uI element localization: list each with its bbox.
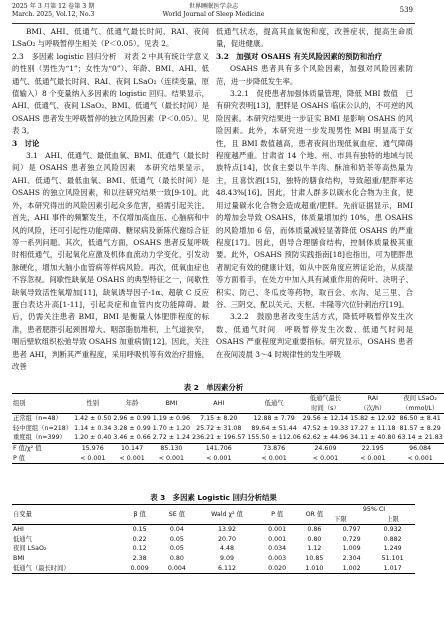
table3-cell: 0.05: [169, 535, 184, 543]
table2-cell: < 0.001: [191, 454, 246, 464]
table2-cell: < 0.001: [246, 454, 301, 464]
table2-cell: 24.609: [314, 444, 337, 452]
table-row: [12, 443, 444, 453]
table-row: [12, 564, 415, 574]
running-header: [0, 3, 427, 21]
journal-name: [0, 3, 427, 19]
table2-cell: 62.62 ± 44.96: [302, 434, 349, 442]
issue-info-cn: 2025 年 3 月第 12 卷第 3 期: [12, 3, 95, 10]
table2-cell: 正常组（n=48）: [13, 415, 62, 423]
table2-cell: 15.976: [81, 444, 104, 452]
journal-name-cn: 世界睡眠医学杂志: [188, 3, 239, 10]
table2-caption: 表 2 单因素分析: [183, 383, 244, 392]
paragraph: 3 讨论: [12, 138, 40, 148]
table2-cell: 17.27 ± 11.18: [350, 424, 396, 432]
table2-cell: 2.96 ± 0.99: [113, 415, 151, 423]
paragraph: BMI、AHI、低通气、低通气最长时间、RAI、夜间LSaO₂ 与呼吸暂停生相关（P＜0.05）。见表 2。: [12, 27, 209, 49]
table3-cell: 0.86: [307, 526, 322, 534]
table2-header-cell: 性别: [73, 394, 112, 414]
table3-cell: 0.04: [169, 526, 184, 534]
table3-cell: AHI: [13, 526, 24, 534]
table2-cell: 22.195: [361, 444, 384, 452]
table2-cell: 73.876: [263, 444, 286, 452]
table3-cell: 0.932: [383, 526, 402, 534]
table2-cell: 12.88 ± 7.79: [253, 415, 295, 423]
table2-cell: 7.15 ± 8.20: [200, 415, 238, 423]
table2-header-cell: 年龄: [112, 394, 151, 414]
table3-cell: 0.001: [268, 526, 287, 534]
table2-cell: < 0.001: [152, 454, 191, 464]
paragraph: 2.3 多因素 logistic 回归分析 对表 2 中具有统计学意义的性别（男性为“1”；女性为“0”）、年龄、BMI、AHI、低通气、低通气最长时间、RAI、夜间 LSaO₂（连续变量，原值输入）8 个变量纳入多因素的 logistic 回归。结果显示，AHI、低通气、夜间 LSaO₂、BMI、低通气（最长时间）是 OSAHS 患者发生呼吸暂停的独立风险因素（P＜0.05）。见表 3。: [12, 51, 209, 136]
table2-header-cell: 组别: [12, 394, 73, 414]
table3-cell: 0.05: [169, 545, 184, 553]
paragraph: 3.1 AHI、低通气、最低血氧、BMI、低通气（最长时间）是 OSAHS 患者独立风险因素 本研究结果显示，AHI、低通气、最低血氧、BMI、低通气（最长时间）是 OSAHS 的独立风险因素，和以往研究结果一致[9-10]。此外，本研究得出的风险因素引起众多危害，亟需引起关注。首先，AHI 事件的频繁发生，不仅增加高血压、心脑病和中风的风险，还可引起性功能障碍、糖尿病及新陈代谢综合征等一系列问题。其次，低通气方面，OSAHS 患者反复呼吸时相低通气，引起氧化应激及机体血流动力学变化，引发动脉硬化，增加大脑小血管病等样病风险。再次，低氧血症也不容忽视。间歇性缺氧是 OSAHS 的典型特征之一，间歇性缺氧导致活性氧增加[11]，缺氧诱导因子-1α、超敏 C 反应蛋白表达升高[1-11]，引起炎症和血管内皮功能障碍。最后，仍需关注患者 BMI，BMI 是衡量人体肥胖程度的标准，患者肥胖引起颈围增大、咽部脂肪堆积，上气道狭窄，咽后壁软组织松弛导致 OSAHS 加重病情[12]。因此，关注患者 AHI，判断其严重程度，采用呼吸机等有效治疗措施，改善: [12, 151, 209, 371]
table3-caption: 表 3 多因素 Logistic 回归分析结果: [150, 493, 277, 502]
table3-cell: 0.001: [268, 535, 287, 543]
table-row: [12, 554, 415, 564]
table-row: [12, 433, 444, 443]
table3-cell: 夜间 LSaO₂: [13, 545, 47, 553]
table3-cell: 13.92: [218, 526, 237, 534]
table2-cell: 15.82 ± 12.92: [350, 415, 396, 423]
table3-cell: 1.010: [296, 564, 333, 574]
table3-header-cell: P 值: [259, 505, 296, 525]
table2-header-cell: 低通气: [246, 394, 301, 414]
left-text-column: [12, 26, 209, 373]
table3-cell: 10.85: [305, 554, 324, 562]
table2-cell: 81.57 ± 8.29: [399, 424, 441, 432]
table3-cell: 0.797: [342, 526, 361, 534]
paragraph: 3.2 加强对 OSAHS 有关风险因素的预防和治疗: [216, 51, 383, 61]
table2-cell: 34.11 ± 40.80: [350, 434, 396, 442]
table2-cell: < 0.001: [73, 454, 112, 464]
table3-ci-subheader: 下限: [333, 515, 370, 525]
table3-cell: 1.009: [342, 545, 361, 553]
table2-cell: 96.084: [409, 444, 432, 452]
table2-header-cell: 夜间 LSaO₂ （mmol/L）: [396, 394, 443, 414]
table3-cell: 0.020: [259, 564, 296, 574]
table3-cell: 1.12: [307, 545, 322, 553]
issue-info-en: March. 2025, Vol.12, No.3: [12, 11, 95, 18]
table2-cell: 重度组（n=399）: [13, 434, 66, 442]
table3-cell: 6.112: [196, 564, 259, 574]
table3-cell: 0.004: [158, 564, 195, 574]
table-row: [12, 414, 444, 424]
table-row: [12, 544, 415, 554]
table2-cell: 1.70 ± 1.20: [152, 424, 191, 432]
table-row: [12, 525, 415, 535]
table2-cell: 47.52 ± 19.33: [302, 424, 349, 432]
table2-cell: 2.72 ± 1.24: [152, 434, 191, 442]
table3-logistic-regression: [12, 504, 415, 574]
table-row: [12, 454, 444, 464]
table3-cell: 0.12: [132, 545, 147, 553]
table2-cell: 86.50 ± 8.41: [399, 415, 441, 423]
table2-cell: 25.72 ± 31.08: [196, 424, 242, 432]
table2-univariate-analysis: [12, 393, 444, 464]
table2-cell: 3.28 ± 0.99: [113, 424, 151, 432]
table3-cell: 2.304: [342, 554, 361, 562]
table2-cell: 89.64 ± 51.44: [251, 424, 297, 432]
table2-cell: F 值/χ² 值: [13, 444, 42, 452]
table3-header-cell: OR 值: [296, 505, 333, 525]
table2-header-cell: RAI （次/h）: [349, 394, 396, 414]
table3-cell: 0.15: [132, 526, 147, 534]
table3-cell: 9.09: [220, 554, 235, 562]
paragraph: 3.2.1 促使患者加强体质量管理，降低 MBI 数值 已有研究表明[13]，肥胖是 OSAHS 临床公认的，不可逆的风险因素。本研究结果进一步证实 BMI 是影响 OSAHS 的风险因素。此外，本研究进一步发现男性 MBI 明显高于女性，且 BMI 数值越高，患者夜间出现低氧血症、通气障碍程度越严重。甘肃省 14 个地、州、市具有独特的地域与民族特点[14]，饮食主要以牛羊肉、酥油和奶茶等高热量为主，且喜饮酒[15]，独特的膳食结构，导致超重/肥胖率达 48.43%[16]。因此，甘肃人群多以碳水化合物为主食，使用过量碳水化合物会造成超重/肥胖。先前证据显示，BMI 的增加会导致 OSAHS，体质量增加约 10%，患 OSAHS 的风险增加 6 倍，而体质量减轻显著降低 OSAHS 的严重程度[17]。因此，倡导合理膳食结构，控制体质量极其重要。此外，OSAHS 预防实践指南[18]也指出，可为肥胖患者制定有效的健康计划，如从中医角度应辨证论治，从痰湿等方面着手，在处方中加入具有减重作用的荷叶、决明子、积实、防己、冬瓜皮等药物，取百会、水沟、足三里、合谷、三阴交、配以关元、天枢、丰隆等穴位针刺治疗[19]。: [216, 89, 413, 309]
table3-cell: 2.38: [132, 554, 147, 562]
table2-header-cell: 低通气最长 时间（s）: [302, 394, 349, 414]
table2-cell: < 0.001: [349, 454, 396, 464]
table3-cell: 0.882: [383, 535, 402, 543]
table2-cell: 141.706: [205, 444, 232, 452]
table3-header-cell: 自变量: [12, 505, 121, 525]
table3-cell: 0.80: [307, 535, 322, 543]
table2-cell: 1.20 ± 0.40: [74, 434, 112, 442]
table3-cell: 0.729: [342, 535, 361, 543]
table3-cell: BMI: [13, 554, 25, 562]
table2-cell: 1.19 ± 0.96: [152, 415, 191, 423]
page-number: 539: [399, 6, 413, 14]
table3-cell: 0.003: [268, 554, 287, 562]
table3-cell: 1.002: [333, 564, 370, 574]
table2-cell: 3.46 ± 0.66: [113, 434, 151, 442]
table2-cell: < 0.001: [396, 454, 443, 464]
table3-header-cell: 95% CI: [333, 505, 415, 515]
table2-cell: 轻中度组（n=218）: [13, 424, 73, 432]
table2-header-cell: AHI: [191, 394, 246, 414]
table3-cell: 51.101: [381, 554, 404, 562]
table3-cell: 20.70: [218, 535, 237, 543]
table2-cell: 236.21 ± 196.57: [192, 434, 246, 442]
right-text-column: [216, 26, 413, 361]
table2-cell: 29.56 ± 12.14: [302, 415, 349, 423]
table3-header-cell: Wald χ² 值: [196, 505, 259, 525]
table3-ci-subheader: 上限: [370, 515, 415, 525]
table3-cell: 低通气: [13, 535, 32, 543]
header-rule: [12, 23, 415, 24]
paragraph: 3.2.2 鼓励患者改变生活方式，降低呼吸暂停发生次数、低通气时间 呼吸暂停发生次数、低通气时间是 OSAHS 严重程度判定重要指标。研究显示，OSAHS 患者在夜间凌晨 3～4 时规律性的发生呼吸: [216, 312, 413, 359]
paragraph: 低通气状态，提高其血氧饱和度，改善症状，提高生命质量，促进健康。: [216, 27, 413, 49]
table3-header-cell: SE 值: [158, 505, 195, 525]
table2-cell: 63.14 ± 21.83: [397, 434, 443, 442]
table3-cell: 低通气（最长时间）: [12, 564, 121, 574]
table3-cell: 0.009: [121, 564, 158, 574]
table3-cell: 0.22: [132, 535, 147, 543]
table2-cell: P 值: [12, 454, 73, 464]
table2-cell: < 0.001: [302, 454, 349, 464]
table2-cell: 85.130: [160, 444, 183, 452]
table3-cell: 1.249: [383, 545, 402, 553]
table3-header-row: [12, 505, 415, 515]
table2-cell: 1.14 ± 0.34: [74, 424, 112, 432]
table2-header-row: [12, 394, 444, 414]
table3-cell: 1.017: [370, 564, 415, 574]
table3-cell: 4.48: [220, 545, 235, 553]
paragraph: OSAHS 患者具有多个风险因素，加强对风险因素防范，进一步降低发生率。: [216, 64, 413, 86]
table3-header-cell: β 值: [121, 505, 158, 525]
table3-cell: 0.80: [169, 554, 184, 562]
table2-cell: < 0.001: [112, 454, 151, 464]
table2-cell: 1.42 ± 0.50: [74, 415, 112, 423]
table2-header-cell: BMI: [152, 394, 191, 414]
journal-name-en: World Journal of Sleep Medicine: [162, 11, 265, 18]
table-row: [12, 535, 415, 545]
table2-cell: 10.147: [121, 444, 144, 452]
table3-cell: 0.034: [268, 545, 287, 553]
table-row: [12, 424, 444, 434]
table2-cell: 155.50 ± 112.06: [247, 434, 301, 442]
